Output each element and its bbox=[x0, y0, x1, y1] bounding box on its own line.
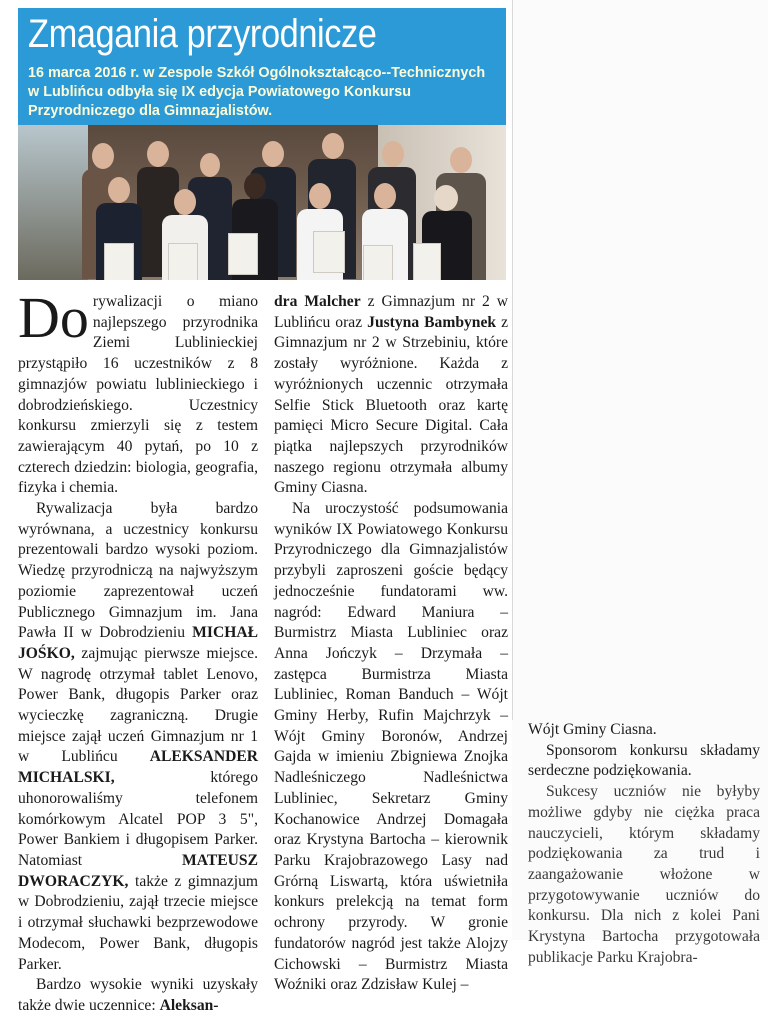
paragraph: Wójt Gminy Ciasna. bbox=[528, 721, 657, 738]
winner-name: Aleksan- bbox=[159, 996, 219, 1014]
winner-name: MICHAŁ JOŚKO, bbox=[18, 624, 258, 662]
article-title: Zmagania przyrodnicze bbox=[28, 12, 377, 56]
photo-window bbox=[18, 125, 88, 280]
article-column-3 bbox=[528, 720, 760, 968]
paragraph: Do rywalizacji o miano najlepszego przyrodnika Ziemi Lublinieckiej przystąpiło 16 uczestników z 8 gimnazjów powiatu lublinieckiego i dobrodzieńskiego. Uczestnicy konkursu zmierzyli się z testem zawierającym 40 pytań, po 10 z czterech dziedzin: biologia, geografia, fizyka i chemia. bbox=[18, 285, 258, 497]
dropcap: Do bbox=[18, 285, 89, 350]
paragraph: Sponsorom konkursu składamy serdeczne podziękowania. bbox=[528, 741, 760, 780]
group-photo bbox=[18, 125, 506, 280]
paragraph: Bardzo wysokie wyniki uzyskały także dwie uczennice: Aleksan- bbox=[18, 976, 258, 1014]
diploma bbox=[363, 245, 393, 280]
winner-name: Justyna Bambynek bbox=[367, 313, 497, 331]
winner-name: dra Malcher bbox=[274, 293, 361, 310]
page-divider bbox=[512, 0, 513, 720]
winner-name: MATEUSZ DWORACZYK, bbox=[18, 851, 258, 890]
paragraph: Rywalizacja była bardzo wyrównana, a uczestnicy konkursu prezentowali bardzo wysoki poziom. Wiedzę przyrodniczą na najwyższym poziomie zaprezentował uczeń Publicznego Gimnazjum im. Jana Pawła II w Dobrodzieniu MICHAŁ JOŚKO, zajmując pierwsze miejsce. W nagrodę otrzymał tablet Lenovo, Power Bank, długopis Parker oraz wycieczkę zagraniczną. Drugie miejsce zajął uczeń Gimnazjum nr 1 w Lublińcu ALEKSANDER MICHALSKI, którego uhonorowaliśmy telefonem komórkowym Alcatel POP 3 5", Power Bankiem i długopisem Parker. Natomiast MATEUSZ DWORACZYK, także z gimnazjum w Dobrodzieniu, zajął trzecie miejsce i otrzymał słuchawki bezprzewodowe Modecom, Power Bank, długopis Parker. bbox=[18, 500, 258, 973]
article-header bbox=[18, 8, 506, 125]
diploma bbox=[104, 243, 134, 280]
article-column-2 bbox=[274, 292, 508, 996]
paragraph: Sukcesy uczniów nie byłyby możliwe gdyby nie ciężka praca nauczycieli, którym składamy podziękowania za trud i zaangażowanie włożone w przygotowywanie uczniów do konkursu. Dla nich z kolei Pani Krystyna Bartocha przygotowała publikacje Parku Krajobra- bbox=[528, 783, 760, 966]
winner-name: ALEKSANDER MICHALSKI, bbox=[18, 748, 258, 787]
paragraph: Na uroczystość podsumowania wyników IX Powiatowego Konkursu Przyrodniczego dla Gimnazjalistów przybyli zaproszeni goście będący jednocześnie fundatorami ww. nagród: Edward Maniura – Burmistrz Miasta Lubliniec oraz Anna Jończyk – Drzymała – zastępca Burmistrza Miasta Lubliniec, Roman Banduch – Wójt Gminy Herby, Rufin Majchrzyk – Wójt Gminy Boronów, Andrzej Gajda w imieniu Zbigniewa Znojka Nadleśniczego Nadleśnictwa Lubliniec, Sekretarz Gminy Kochanowice Andrzej Domagała oraz Krystyna Bartocha – kierownik Parku Krajobrazowego Lasy nad Grórną Liswartą, która uświetniła konkurs prelekcją na temat form ochrony przyrody. W gronie fundatorów nagród jest także Alojzy Cichowski – Burmistrz Miasta Woźniki oraz Zdzisław Kulej – bbox=[274, 500, 508, 994]
article-column-1 bbox=[18, 285, 258, 1017]
article-lead: 16 marca 2016 r. w Zespole Szkół Ogólnokształcąco--Technicznych w Lublińcu odbyła się IX edycja Powiatowego Konkursu Przyrodniczego dla Gimnazjalistów. bbox=[28, 65, 486, 119]
diploma bbox=[228, 233, 258, 275]
paragraph: dra Malcher z Gimnazjum nr 2 w Lublińcu oraz Justyna Bambynek z Gimnazjum nr 2 w Strzebiniu, które zostały wyróżnione. Każda z wyróżnionych uczennic otrzymała Selfie Stick Bluetooth oraz kartę pamięci Micro Secure Digital. Cała piątka najlepszych przyrodników naszego regionu otrzymała albumy Gminy Ciasna. bbox=[274, 293, 508, 497]
diploma bbox=[413, 243, 441, 280]
diploma bbox=[168, 243, 198, 280]
diploma bbox=[313, 231, 345, 273]
